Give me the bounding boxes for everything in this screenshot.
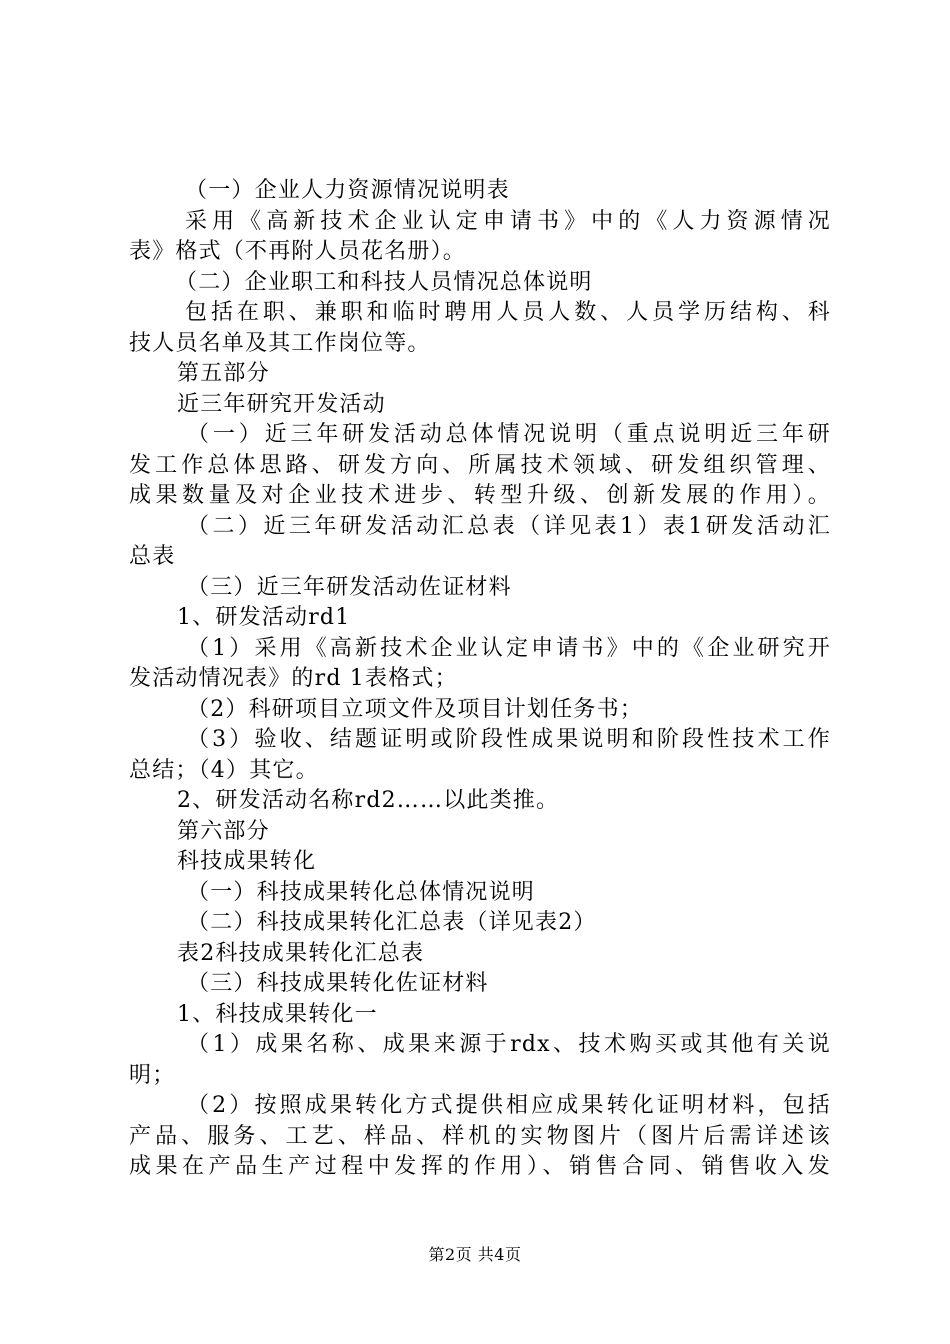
- part-heading-six: 第六部分: [177, 818, 270, 844]
- document-body: [129, 176, 831, 1183]
- part-title-tech-transfer: 科技成果转化: [177, 849, 317, 874]
- paragraph-line: 发活动情况表》的rd 1表格式；: [129, 666, 458, 691]
- paragraph-line: 发工作总体思路、研发方向、所属技术领域、研发组织管理、: [129, 452, 831, 478]
- page-number-footer: 第2页 共4页: [428, 1245, 522, 1264]
- list-item: （1）成果名称、成果来源于rdx、技术购买或其他有关说: [187, 1032, 831, 1057]
- list-item: （1）采用《高新技术企业认定申请书》中的《企业研究开: [187, 635, 831, 661]
- section-heading-hr-table: （一）企业人力资源情况说明表: [185, 178, 510, 203]
- list-item: 1、科技成果转化一: [177, 1001, 378, 1027]
- section-heading-transfer-evidence: （三）科技成果转化佐证材料: [187, 971, 489, 996]
- paragraph-line: （一）近三年研发活动总体情况说明（重点说明近三年研: [187, 422, 831, 447]
- part-heading-five: 第五部分: [177, 361, 270, 386]
- paragraph-line: 明；: [129, 1062, 176, 1088]
- paragraph-line: 总结；（4）其它。: [129, 757, 319, 783]
- paragraph-line: 表》格式（不再附人员花名册）。: [129, 239, 467, 264]
- section-heading-rd-evidence: （三）近三年研发活动佐证材料: [187, 574, 512, 600]
- paragraph-line: 采用《高新技术企业认定申请书》中的《人力资源情况: [185, 208, 831, 234]
- paragraph-line: 总表: [129, 544, 176, 569]
- list-item: （3）验收、结题证明或阶段性成果说明和阶段性技术工作: [187, 727, 831, 752]
- paragraph-line: 成果在产品生产过程中发挥的作用）、销售合同、销售收入发: [129, 1154, 831, 1179]
- table-caption: 表2科技成果转化汇总表: [177, 940, 425, 966]
- list-item: （2）按照成果转化方式提供相应成果转化证明材料，包括: [187, 1093, 831, 1118]
- section-heading-staff-summary: （二）企业职工和科技人员情况总体说明: [175, 269, 593, 295]
- list-item: 2、研发活动名称rd2……以此类推。: [177, 788, 560, 813]
- list-item: （2）科研项目立项文件及项目计划任务书；: [187, 696, 643, 722]
- section-heading-transfer-summary: （一）科技成果转化总体情况说明: [187, 879, 536, 905]
- paragraph-line: 技人员名单及其工作岗位等。: [129, 330, 431, 356]
- paragraph-line: 包括在职、兼职和临时聘用人员人数、人员学历结构、科: [185, 300, 831, 325]
- part-title-rd-activities: 近三年研究开发活动: [177, 391, 386, 417]
- list-item: 1、研发活动rd1: [177, 605, 351, 630]
- paragraph-line: 产品、服务、工艺、样品、样机的实物图片（图片后需详述该: [129, 1123, 831, 1149]
- paragraph-line: （二）近三年研发活动汇总表（详见表1）表1研发活动汇: [187, 513, 831, 539]
- section-heading-transfer-table: （二）科技成果转化汇总表（详见表2）: [187, 910, 597, 935]
- paragraph-line: 成果数量及对企业技术进步、转型升级、创新发展的作用）。: [129, 483, 831, 508]
